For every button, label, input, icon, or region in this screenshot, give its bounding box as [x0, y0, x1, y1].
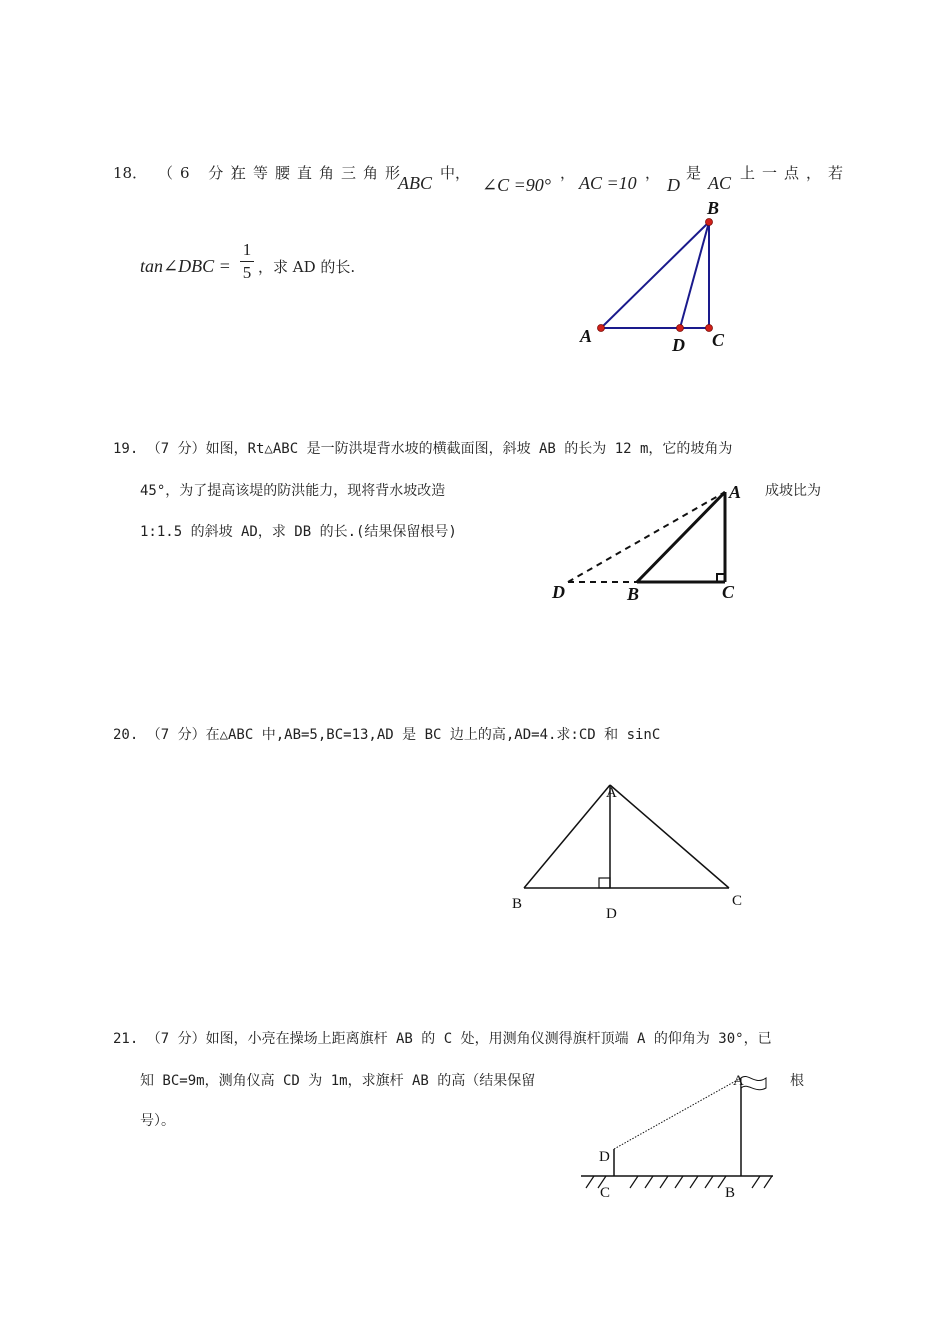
q21-line1: 21. （7 分）如图，小亮在操场上距离旗杆 AB 的 C 处，用测角仪测得旗杆顶端 A 的仰角为 30°，已 — [113, 1031, 772, 1047]
q18-tail: 上一点，若 — [740, 164, 851, 182]
q19-line3: 1:1.5 的斜坡 AD，求 DB 的长.(结果保留根号) — [140, 524, 457, 540]
q18-comma1: ， — [560, 164, 576, 182]
q21-line2-left: 知 BC=9m，测角仪高 CD 为 1m，求旗杆 AB 的高（结果保留 — [140, 1073, 536, 1089]
q21-flag-icon — [741, 1076, 766, 1089]
q18-frac-num: 1 — [242, 240, 252, 259]
q21-line3: 号）。 — [140, 1113, 175, 1129]
q21-sight-line — [614, 1078, 741, 1149]
q18-ask: ，求 AD 的长. — [258, 258, 356, 276]
q20-label-a: A — [606, 785, 617, 801]
q21-line2-right: 根 — [790, 1073, 804, 1089]
q18-frac-den: 5 — [242, 263, 252, 282]
q18-d: D — [667, 175, 680, 195]
q18-number: 18． — [113, 164, 148, 182]
q18-label-b: B — [707, 198, 720, 218]
q18-ac-eq: AC =10 — [579, 173, 637, 193]
q21-label-a: A — [733, 1073, 744, 1089]
q18-ac: AC — [708, 173, 732, 193]
q20-line1: 20. （7 分）在△ABC 中,AB=5,BC=13,AD 是 BC 边上的高,AD=4.求:CD 和 sinC — [113, 727, 661, 743]
q21-hatch-mark — [645, 1176, 653, 1188]
q21-label-b: B — [725, 1185, 736, 1201]
q18-score: （6 分） — [158, 164, 253, 182]
q21-hatch-mark — [764, 1176, 772, 1188]
q18-label-a: A — [580, 326, 593, 346]
q19-label-b: B — [627, 584, 640, 604]
q19-line2-right: 成坡比为 — [765, 483, 821, 499]
q21-hatch-mark — [690, 1176, 698, 1188]
q18-shi: 是 — [686, 164, 702, 182]
q21-ground-hatching — [586, 1176, 772, 1188]
q21-label-d: D — [599, 1149, 610, 1165]
q18-zhong: 中， — [440, 164, 471, 182]
q20-label-c: C — [732, 893, 743, 909]
q18-label-c: C — [712, 330, 725, 350]
q18-angle-c: ∠C =90° — [482, 175, 551, 195]
q20-label-d: D — [606, 906, 617, 922]
q21-label-c: C — [600, 1185, 611, 1201]
q19-label-a: A — [729, 482, 742, 502]
q18-tan-prefix: tan∠DBC = — [140, 256, 231, 276]
q19-label-c: C — [722, 582, 735, 602]
q21-hatch-mark — [660, 1176, 668, 1188]
q21-hatch-mark — [675, 1176, 683, 1188]
q19-label-d: D — [552, 582, 565, 602]
q19-line1: 19. （7 分）如图，Rt△ABC 是一防洪堤背水坡的横截面图，斜坡 AB 的长为 12 m，它的坡角为 — [113, 441, 733, 457]
q21-hatch-mark — [630, 1176, 638, 1188]
q18-label-d: D — [672, 335, 685, 355]
q21-hatch-mark — [586, 1176, 594, 1188]
q18-comma2: ， — [645, 164, 661, 182]
q21-hatch-mark — [705, 1176, 713, 1188]
q20-label-b: B — [512, 896, 523, 912]
q19-line2-left: 45°，为了提高该堤的防洪能力，现将背水坡改造 — [140, 483, 446, 499]
q18-intro: 在等腰直角三角形 — [231, 164, 408, 182]
q18-abc: ABC — [398, 173, 432, 193]
q21-hatch-mark — [752, 1176, 760, 1188]
